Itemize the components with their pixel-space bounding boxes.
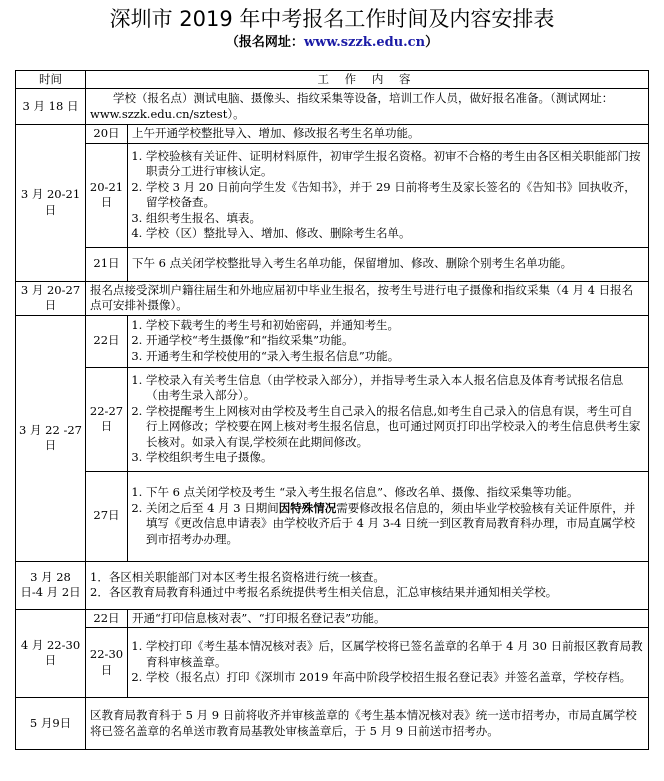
row-content	[128, 143, 649, 247]
list-item: 3. 开通考生和学校使用的“录入考生报名信息”功能。	[146, 349, 644, 365]
row-date: 3 月 18 日	[16, 89, 86, 125]
registration-url: www.szzk.edu.cn	[303, 35, 426, 50]
page-title: 深圳市 2019 年中考报名工作时间及内容安排表	[109, 7, 555, 31]
row-content	[128, 367, 649, 471]
table-row	[16, 628, 649, 698]
list-item: 1. 学校下载考生的考生号和初始密码，并通知考生。	[146, 318, 644, 334]
item-list	[132, 485, 644, 547]
row-day: 22-27 日	[86, 367, 128, 471]
row-content: 上午开通学校整批导入、增加、修改报名考生名单功能。	[128, 125, 649, 144]
list-item: 1. 学校录入有关考生信息（由学校录入部分），并指导考生录入本人报名信息及体育考试报名信息（由考生录入部分）。	[146, 373, 644, 404]
row-day: 20-21 日	[86, 143, 128, 247]
subtitle-prefix: （报名网址：	[225, 35, 304, 50]
table-row	[16, 471, 649, 561]
row-date: 5 月9日	[16, 698, 86, 750]
row-day: 20日	[86, 125, 128, 144]
item-list	[132, 149, 644, 242]
schedule-table	[15, 70, 649, 750]
subtitle-suffix: ）	[425, 35, 439, 50]
list-item: 3. 学校组织考生电子摄像。	[146, 450, 644, 466]
table-row	[16, 89, 649, 125]
item-emphasis: 因特殊情况	[278, 500, 337, 515]
row-day: 22日	[86, 315, 128, 367]
row-content: 学校（报名点）测试电脑、摄像头、指纹采集等设备，培训工作人员，做好报名准备。（测试网址：www.szzk.edu.cn/sztest）。	[86, 89, 649, 125]
row-day: 27日	[86, 471, 128, 561]
row-content	[128, 628, 649, 698]
row-content: 报名点接受深圳户籍往届生和外地应届初中毕业生报名，按考生号进行电子摄像和指纹采集（4 月 4 日报名点可安排补摄像）。	[86, 281, 649, 315]
row-content: 区教育局教育科于 5 月 9 日前将收齐并审核盖章的《考生基本情况核对表》统一送市招考办，市局直属学校将已签名盖章的名单送市教育局基教处审核盖章后，于 5 月 9 日前送市招考办。	[86, 698, 649, 750]
row-content	[128, 315, 649, 367]
list-item: 2. 开通学校“考生摄像”和“指纹采集”功能。	[146, 333, 644, 349]
list-item: 1. 学校验核有关证件、证明材料原件，初审学生报名资格。初审不合格的考生由各区相关职能部门按职责分工进行审核认定。	[146, 149, 644, 180]
row-date: 3 月 20-27 日	[16, 281, 86, 315]
list-item: 2. 学校 3 月 20 日前向学生发《告知书》，并于 29 日前将考生及家长签名的《告知书》回执收齐，留学校备查。	[146, 180, 644, 211]
list-item: 3. 组织考生报名、填表。	[146, 211, 644, 227]
row-day: 22日	[86, 609, 128, 628]
row-date: 4 月 22-30 日	[16, 609, 86, 698]
row-line: 2．各区教育局教育科通过中考报名系统提供考生相关信息，汇总审核结果并通知相关学校。	[90, 585, 558, 599]
table-header-row	[16, 71, 649, 89]
row-line: 1．各区相关职能部门对本区考生报名资格进行统一核查。	[90, 569, 385, 584]
header-time: 时间	[16, 71, 86, 89]
row-day: 22-30 日	[86, 628, 128, 698]
table-row	[16, 125, 649, 144]
table-row	[16, 367, 649, 471]
item-text: 关闭之后至 4 月 3 日期间	[146, 500, 279, 515]
table-row	[16, 281, 649, 315]
item-text: 需要修改报名信息的，须由毕业学校验核有关证件原件，并填写《更改信息申请表》由学校收齐后于 4 月 3-4 日统一到区教育局教育科办理，市局直属学校到市招考办办理。	[146, 500, 636, 546]
table-row	[16, 609, 649, 628]
row-date: 3 月 28 日-4 月 2日	[16, 561, 86, 609]
list-item: 1. 下午 6 点关闭学校及考生 “录入考生报名信息”、修改名单、摄像、指纹采集等功能。	[146, 485, 644, 501]
item-list	[132, 639, 644, 686]
row-date: 3 月 20-21 日	[16, 125, 86, 282]
row-content: 下午 6 点关闭学校整批导入考生名单功能，保留增加、修改、删除个别考生名单功能。	[128, 247, 649, 281]
table-row	[16, 143, 649, 247]
table-row	[16, 561, 649, 609]
row-content: 开通“打印信息核对表”、“打印报名登记表”功能。	[128, 609, 649, 628]
list-item: 1. 学校打印《考生基本情况核对表》后，区属学校将已签名盖章的名单于 4 月 30 日前报区教育局教育科审核盖章。	[146, 639, 644, 670]
list-item: 2. 学校（报名点）打印《深圳市 2019 年高中阶段学校招生报名登记表》并签名盖章，学校存档。	[146, 670, 644, 686]
row-date: 3 月 22 -27 日	[16, 315, 86, 561]
header-content: 工 作 内 容	[86, 71, 649, 89]
list-item: 2. 学校提醒考生上网核对由学校及考生自己录入的报名信息,如考生自己录入的信息有误，考生可自行上网修改；学校要在网上核对考生报名信息，也可通过网页打印出学校录入的考生信息供考生家长核对。如录入有误,学校须在此期间修改。	[146, 404, 644, 451]
row-content	[86, 561, 649, 609]
table-row	[16, 698, 649, 750]
list-item	[146, 501, 644, 548]
list-item: 4. 学校（区）整批导入、增加、修改、删除考生名单。	[146, 226, 644, 242]
page-subtitle	[0, 35, 664, 51]
row-content	[128, 471, 649, 561]
table-row	[16, 315, 649, 367]
table-row	[16, 247, 649, 281]
item-list	[132, 318, 644, 365]
item-list	[132, 373, 644, 466]
row-day: 21日	[86, 247, 128, 281]
